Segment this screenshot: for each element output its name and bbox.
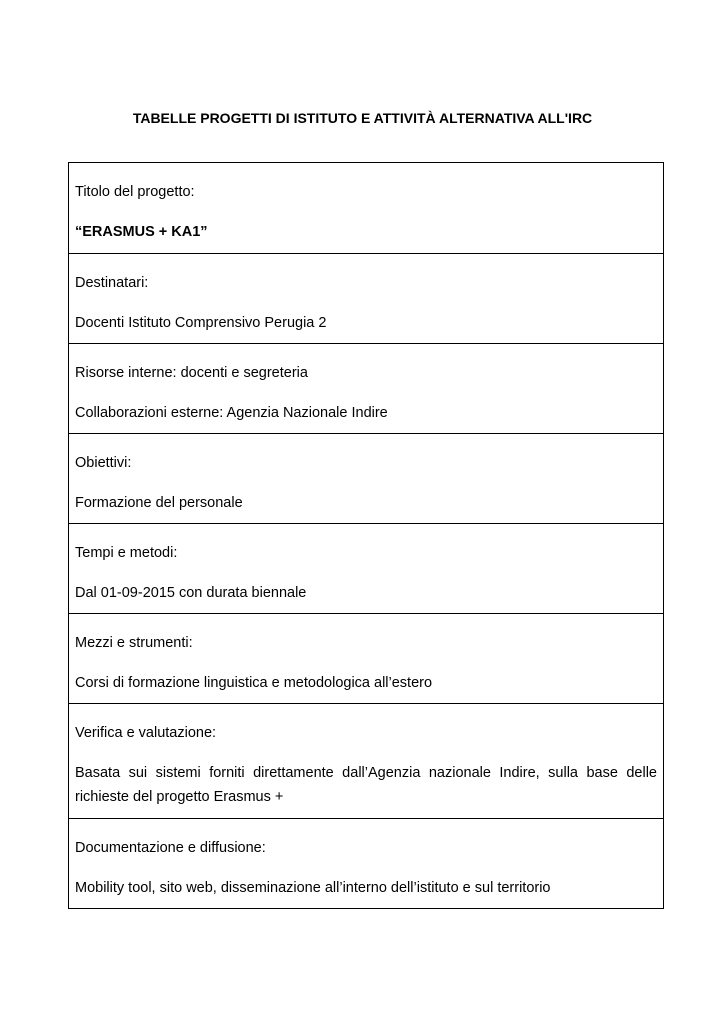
table-cell — [69, 819, 664, 909]
row-value: Dal 01-09-2015 con durata biennale — [75, 585, 307, 601]
row-label: Obiettivi: — [75, 455, 132, 471]
table-row — [69, 524, 664, 614]
table-cell — [69, 254, 664, 344]
row-value: Formazione del personale — [75, 495, 243, 511]
table-row — [69, 614, 664, 704]
row-value: Docenti Istituto Comprensivo Perugia 2 — [75, 315, 327, 331]
table-cell — [69, 344, 664, 434]
row-value: Corsi di formazione linguistica e metodologica all’estero — [75, 675, 433, 691]
table-cell — [69, 614, 664, 704]
table-row — [69, 254, 664, 344]
table-cell — [69, 704, 664, 819]
document-title: TABELLE PROGETTI DI ISTITUTO E ATTIVITÀ ALTERNATIVA ALL'IRC — [132, 110, 593, 126]
row-label: Mezzi e strumenti: — [75, 635, 193, 651]
row-label: Verifica e valutazione: — [75, 725, 217, 741]
row-label: Destinatari: — [75, 275, 149, 291]
row-label: Risorse interne: docenti e segreteria — [75, 365, 308, 381]
table-cell — [69, 524, 664, 614]
row-label: Tempi e metodi: — [75, 545, 178, 561]
row-label: Documentazione e diffusione: — [75, 840, 266, 856]
table-row — [69, 434, 664, 524]
row-value: Collaborazioni esterne: Agenzia Nazionale Indire — [75, 405, 388, 421]
row-value: Basata sui sistemi forniti direttamente dall’Agenzia nazionale Indire, sulla base delle richieste del progetto Erasmus + — [75, 765, 657, 805]
table-row — [69, 163, 664, 254]
table-cell — [69, 163, 664, 254]
table-row — [69, 819, 664, 909]
row-value: Mobility tool, sito web, disseminazione all’interno dell’istituto e sul territorio — [75, 880, 551, 896]
table-row — [69, 344, 664, 434]
row-label: Titolo del progetto: — [75, 184, 195, 200]
table-cell — [69, 434, 664, 524]
project-table — [68, 162, 664, 909]
table-row — [69, 704, 664, 819]
project-title-value: “ERASMUS + KA1” — [75, 224, 208, 240]
